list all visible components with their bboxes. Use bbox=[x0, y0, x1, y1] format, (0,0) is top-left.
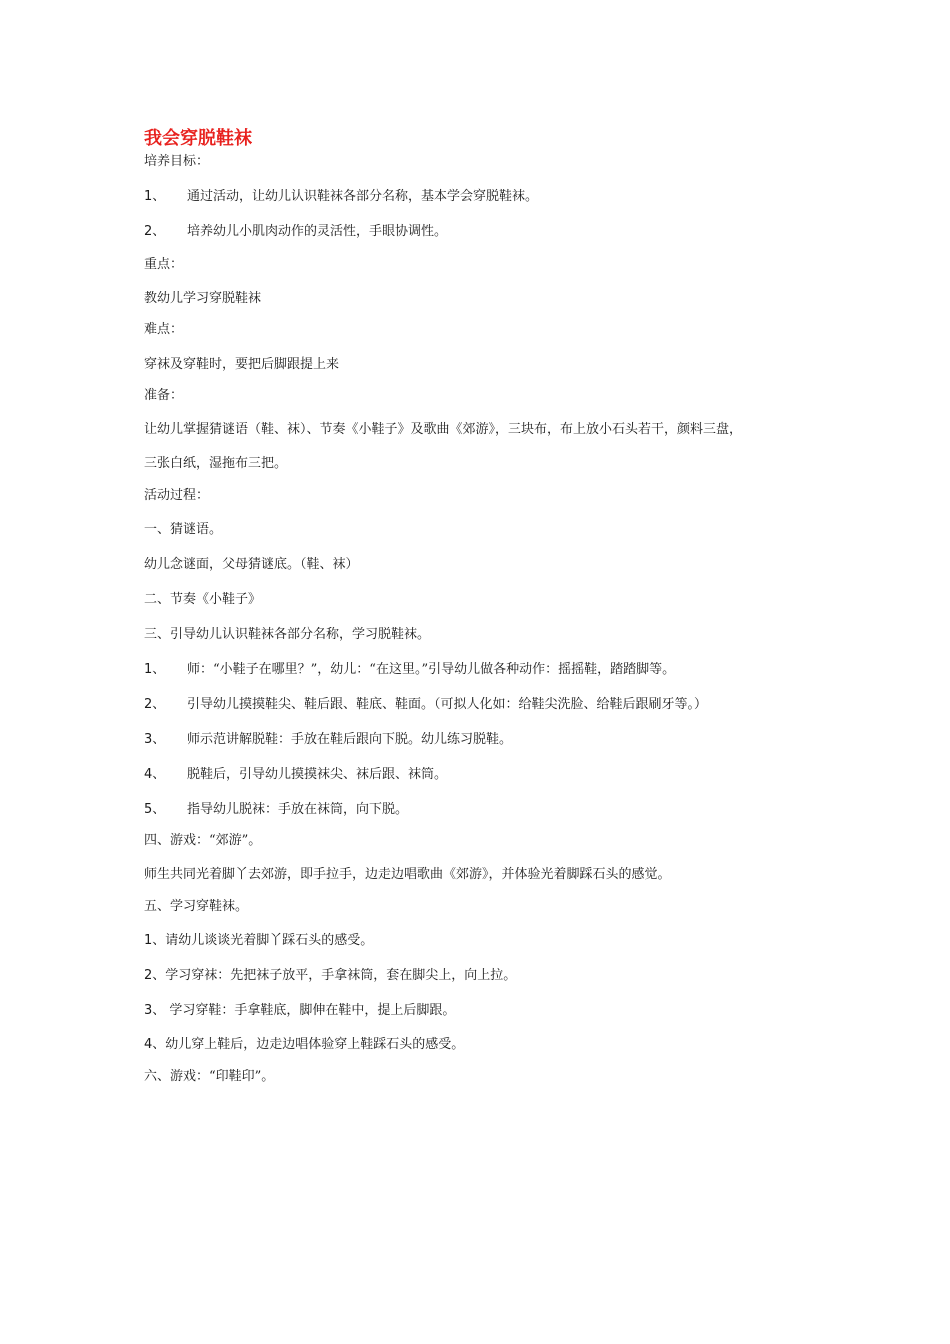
goal-number: 2、 bbox=[144, 224, 166, 239]
key-heading: 重点： bbox=[144, 257, 184, 272]
step3-item bbox=[144, 696, 707, 714]
difficulty-heading: 难点： bbox=[144, 322, 184, 337]
step5-text: 学习穿袜：先把袜子放平，手拿袜筒，套在脚尖上，向上拉。 bbox=[165, 968, 517, 983]
step3-number: 5、 bbox=[144, 802, 166, 817]
step4-heading: 四、游戏：“郊游”。 bbox=[144, 833, 262, 848]
step3-text: 指导幼儿脱袜：手放在袜筒，向下脱。 bbox=[187, 802, 409, 817]
step3-text: 脱鞋后，引导幼儿摸摸袜尖、袜后跟、袜筒。 bbox=[187, 767, 448, 782]
document-title: 我会穿脱鞋袜 bbox=[144, 128, 252, 149]
difficulty-text: 穿袜及穿鞋时，要把后脚跟提上来 bbox=[144, 357, 340, 372]
step5-text: 请幼儿谈谈光着脚丫踩石头的感受。 bbox=[165, 933, 374, 948]
step3-text: 引导幼儿摸摸鞋尖、鞋后跟、鞋底、鞋面。（可拟人化如：给鞋尖洗脸、给鞋后跟刷牙等。） bbox=[187, 697, 708, 712]
step3-number: 1、 bbox=[144, 662, 166, 677]
prep-text-line: 让幼儿掌握猜谜语（鞋、袜）、节奏《小鞋子》及歌曲《郊游》，三块布，布上放小石头若干，颜料三盘， bbox=[144, 422, 743, 437]
goal-text: 培养幼儿小肌肉动作的灵活性，手眼协调性。 bbox=[187, 224, 448, 239]
step3-heading: 三、引导幼儿认识鞋袜各部分名称，学习脱鞋袜。 bbox=[144, 627, 431, 642]
step5-number: 3、 bbox=[144, 1003, 166, 1018]
goal-text: 通过活动，让幼儿认识鞋袜各部分名称，基本学会穿脱鞋袜。 bbox=[187, 189, 539, 204]
goal-item bbox=[144, 188, 538, 206]
step3-text: 师：“小鞋子在哪里？”，幼儿：“在这里。”引导幼儿做各种动作：摇摇鞋，踏踏脚等。 bbox=[187, 662, 676, 677]
step3-number: 2、 bbox=[144, 697, 166, 712]
step3-text: 师示范讲解脱鞋：手放在鞋后跟向下脱。幼儿练习脱鞋。 bbox=[187, 732, 513, 747]
step4-text: 师生共同光着脚丫去郊游，即手拉手，边走边唱歌曲《郊游》，并体验光着脚踩石头的感觉。 bbox=[144, 867, 671, 882]
step3-item bbox=[144, 731, 512, 749]
step2-heading: 二、节奏《小鞋子》 bbox=[144, 592, 262, 607]
key-text: 教幼儿学习穿脱鞋袜 bbox=[144, 291, 262, 306]
step1-text: 幼儿念谜面，父母猜谜底。（鞋、袜） bbox=[144, 557, 359, 572]
step5-text: 幼儿穿上鞋后，边走边唱体验穿上鞋踩石头的感受。 bbox=[165, 1037, 465, 1052]
step5-item bbox=[144, 1002, 455, 1020]
goal-heading: 培养目标： bbox=[144, 154, 210, 169]
process-heading: 活动过程： bbox=[144, 488, 210, 503]
step6-heading: 六、游戏：“印鞋印”。 bbox=[144, 1069, 275, 1084]
step3-item bbox=[144, 801, 408, 819]
step5-item bbox=[144, 1036, 464, 1054]
step3-item bbox=[144, 766, 447, 784]
step3-number: 3、 bbox=[144, 732, 166, 747]
step5-number: 1、 bbox=[144, 933, 166, 948]
prep-heading: 准备： bbox=[144, 388, 184, 403]
step5-item bbox=[144, 932, 373, 950]
step3-number: 4、 bbox=[144, 767, 166, 782]
step5-text: 学习穿鞋：手拿鞋底，脚伸在鞋中，提上后脚跟。 bbox=[165, 1003, 456, 1018]
step3-item bbox=[144, 661, 675, 679]
prep-text-line: 三张白纸，湿拖布三把。 bbox=[144, 456, 288, 471]
step5-number: 2、 bbox=[144, 968, 166, 983]
goal-number: 1、 bbox=[144, 189, 166, 204]
goal-item bbox=[144, 223, 447, 241]
step5-number: 4、 bbox=[144, 1037, 166, 1052]
step5-heading: 五、学习穿鞋袜。 bbox=[144, 899, 249, 914]
step1-heading: 一、猜谜语。 bbox=[144, 522, 223, 537]
step5-item bbox=[144, 967, 516, 985]
